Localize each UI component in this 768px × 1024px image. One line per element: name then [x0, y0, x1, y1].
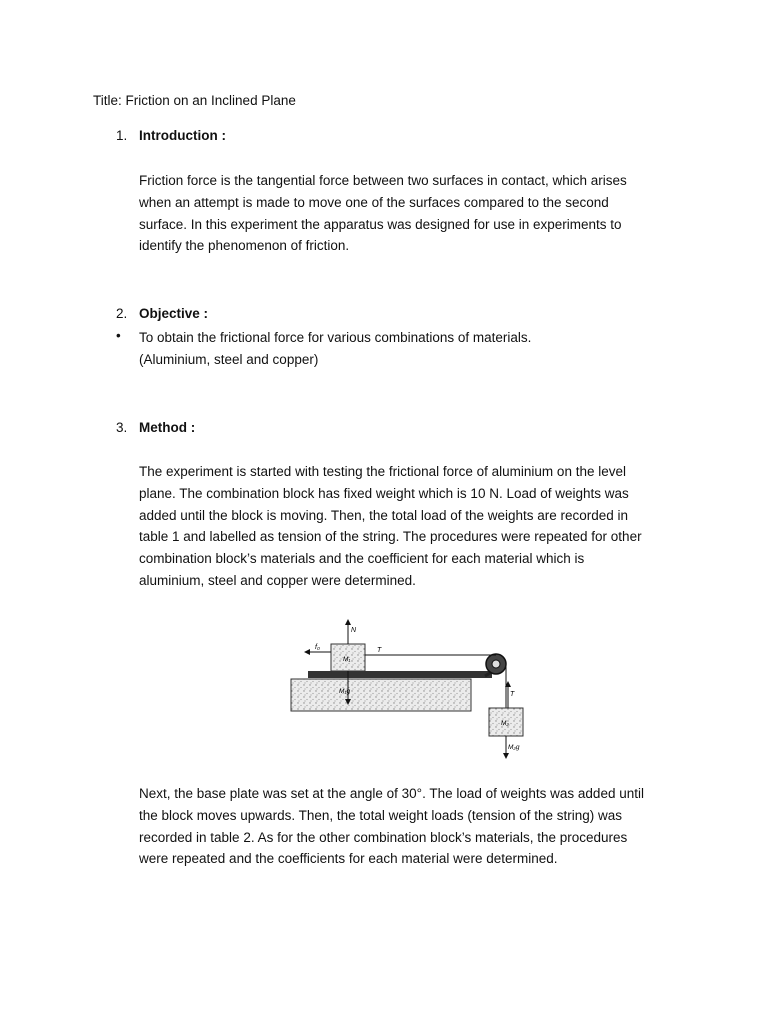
- document-title: Title: Friction on an Inclined Plane: [93, 93, 296, 108]
- base-plate: [291, 679, 471, 711]
- section-heading-method: Method :: [139, 420, 196, 435]
- plane-plank: [308, 671, 492, 678]
- label-m1: M₁: [343, 656, 351, 663]
- text-line: Friction force is the tangential force between two surfaces in contact, which arises: [139, 173, 627, 188]
- text-line: The experiment is started with testing the frictional force of aluminium on the level: [139, 464, 626, 479]
- label-m2g: M₂g: [508, 744, 520, 751]
- section-number-method: 3.: [116, 420, 128, 435]
- label-f0: f₀: [315, 644, 320, 651]
- section-heading-objective: Objective :: [139, 306, 209, 321]
- introduction-paragraph: [139, 170, 699, 257]
- label-m2: M₂: [501, 720, 509, 727]
- text-line: surface. In this experiment the apparatus was designed for use in experiments to: [139, 216, 622, 232]
- section-number-introduction: 1.: [116, 128, 128, 143]
- section-number-objective: 2.: [116, 306, 128, 321]
- label-n: N: [351, 627, 357, 634]
- pulley-axle: [492, 660, 500, 668]
- bullet-marker: •: [116, 328, 121, 343]
- text-line: the block moves upwards. Then, the total weight loads (tension of the string) was: [139, 807, 623, 823]
- text-line: identify the phenomenon of friction.: [139, 238, 350, 254]
- text-line: were repeated and the coefficients for each material were determined.: [139, 851, 558, 867]
- text-line: table 1 and labelled as tension of the string. The procedures were repeated for other: [139, 529, 642, 545]
- text-line: combination block’s materials and the coefficient for each material which is: [139, 551, 585, 567]
- text-line: Next, the base plate was set at the angle of 30°. The load of weights was added until: [139, 786, 644, 801]
- text-line: recorded in table 2. As for the other combination block’s materials, the procedures: [139, 829, 628, 845]
- text-line: aluminium, steel and copper were determined.: [139, 572, 416, 588]
- label-m1g: M₁g: [339, 688, 351, 695]
- label-t-top: T: [377, 647, 382, 654]
- friction-apparatus-diagram: [285, 612, 535, 764]
- text-line: plane. The combination block has fixed weight which is 10 N. Load of weights was: [139, 485, 629, 501]
- text-line: To obtain the frictional force for various combinations of materials.: [139, 330, 532, 345]
- objective-bullet-text: [139, 327, 699, 371]
- text-line: (Aluminium, steel and copper): [139, 351, 319, 367]
- label-t-side: T: [510, 691, 515, 698]
- method-paragraph-1: [139, 461, 699, 592]
- method-paragraph-2: [139, 783, 699, 870]
- text-line: added until the block is moving. Then, the total load of the weights are recorded in: [139, 507, 629, 523]
- text-line: when an attempt is made to move one of the surfaces compared to the second: [139, 194, 609, 210]
- section-heading-introduction: Introduction :: [139, 128, 226, 143]
